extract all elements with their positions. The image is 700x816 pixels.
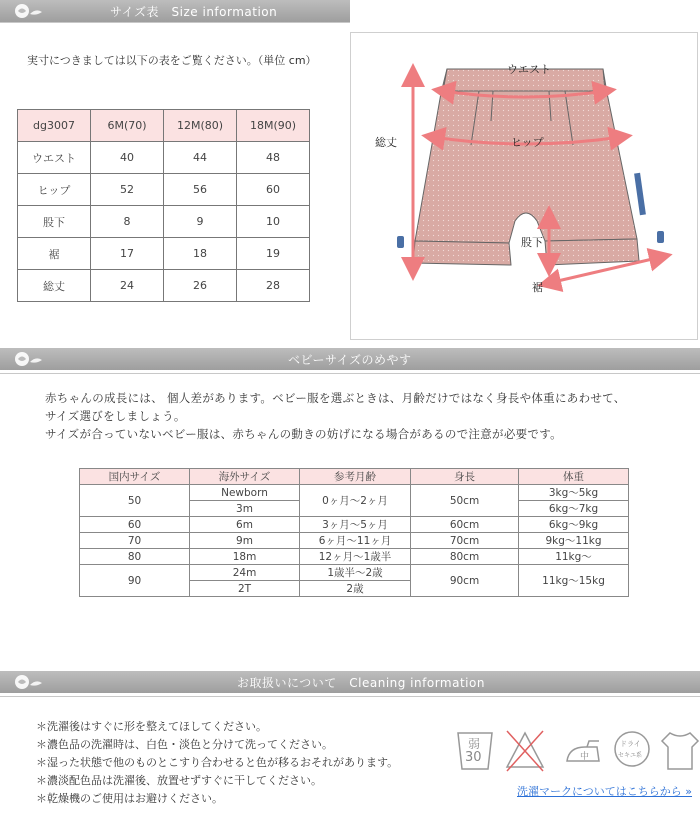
rose-icon — [8, 350, 48, 368]
table-cell: 90 — [80, 565, 190, 597]
table-row — [18, 142, 310, 174]
size-note: 実寸につきましては以下の表をご覧ください。（単位 cm） — [27, 54, 317, 67]
table-row — [18, 270, 310, 302]
divider — [0, 22, 350, 23]
table-cell: 60 — [237, 174, 310, 206]
table-cell: 26 — [164, 270, 237, 302]
table-cell: 80 — [80, 549, 190, 565]
cleaning-item: ＊濃淡配色品は洗濯後、放置せずすぐに干してください。 — [36, 774, 322, 787]
table-cell: 17 — [91, 238, 164, 270]
table-header-cell: 体重 — [519, 469, 629, 485]
care-label-link[interactable]: 洗濯マークについてはこちらから » — [517, 785, 693, 798]
table-cell: 6ヶ月〜11ヶ月 — [300, 533, 411, 549]
baby-section-header — [0, 348, 700, 370]
table-cell: Newborn — [190, 485, 300, 501]
table-header-cell: 参考月齢 — [300, 469, 411, 485]
wash-strength-text: 弱 — [468, 737, 481, 751]
shorts-illustration — [351, 33, 697, 339]
no-bleach-icon — [505, 725, 545, 773]
table-cell: ウエスト — [18, 142, 91, 174]
hip-label: ヒップ — [511, 136, 544, 149]
dry-clean-solvent-text: セキユ系 — [618, 752, 643, 759]
table-row — [18, 206, 310, 238]
rose-icon — [8, 673, 48, 691]
table-cell: 19 — [237, 238, 310, 270]
wash-temp-text: 30 — [465, 750, 482, 765]
size-table — [17, 109, 310, 302]
baby-paragraph-line: 赤ちゃんの成長には、 個人差があります。ベビー服を選ぶときは、月齢だけではなく身長や体重にあわせて、 — [45, 391, 626, 405]
table-cell: 10 — [237, 206, 310, 238]
table-cell: 44 — [164, 142, 237, 174]
waist-label: ウエスト — [507, 63, 551, 76]
table-cell: 60 — [80, 517, 190, 533]
wash-30-icon — [455, 725, 495, 773]
table-cell: 9 — [164, 206, 237, 238]
table-cell: 0ヶ月〜2ヶ月 — [300, 485, 411, 517]
table-cell: 11kg〜 — [519, 549, 629, 565]
table-header-cell: 国内サイズ — [80, 469, 190, 485]
table-cell: 12ヶ月〜1歳半 — [300, 549, 411, 565]
table-cell: 6kg〜9kg — [519, 517, 629, 533]
divider — [0, 373, 700, 374]
table-row — [18, 238, 310, 270]
iron-temp-text: 中 — [580, 752, 590, 762]
baby-section-title: ベビーサイズのめやす — [288, 353, 412, 367]
table-cell: 28 — [237, 270, 310, 302]
table-row — [18, 110, 310, 142]
cleaning-item: ＊洗濯後はすぐに形を整えてほしてください。 — [36, 720, 267, 733]
table-cell: 1歳半〜2歳 — [300, 565, 411, 581]
cleaning-section-title: お取扱いについて Cleaning information — [237, 676, 485, 690]
table-cell: 24 — [91, 270, 164, 302]
table-cell: 18m — [190, 549, 300, 565]
length-label: 総丈 — [375, 136, 397, 149]
table-cell: 50cm — [411, 485, 519, 517]
table-cell: 6m — [190, 517, 300, 533]
divider — [0, 696, 700, 697]
shorts-diagram — [350, 32, 698, 340]
baby-paragraph-line: サイズが合っていないベビー服は、赤ちゃんの動きの妨げになる場合があるので注意が必要です。 — [45, 427, 562, 441]
table-cell: 50 — [80, 485, 190, 517]
table-header-cell: 6M(70) — [91, 110, 164, 142]
hem-label: 裾 — [532, 281, 543, 294]
table-cell: 3kg〜5kg — [519, 485, 629, 501]
table-cell: 90cm — [411, 565, 519, 597]
table-cell: 2歳 — [300, 581, 411, 597]
cleaning-section-header — [0, 671, 700, 693]
rose-icon — [8, 2, 48, 20]
table-header-cell: 18M(90) — [237, 110, 310, 142]
dry-clean-text: ドライ — [620, 740, 641, 748]
table-header-cell: 海外サイズ — [190, 469, 300, 485]
cleaning-item: ＊湿った状態で他のものとこすり合わせると色が移るおそれがあります。 — [36, 756, 399, 769]
table-cell: 2T — [190, 581, 300, 597]
cleaning-item: ＊乾燥機のご使用はお避けください。 — [36, 792, 223, 805]
size-section-title: サイズ表 Size information — [110, 5, 278, 19]
table-cell: 40 — [91, 142, 164, 174]
inseam-label: 股下 — [521, 236, 543, 249]
table-cell: 52 — [91, 174, 164, 206]
table-row — [80, 469, 629, 485]
table-cell: 総丈 — [18, 270, 91, 302]
table-cell: 9m — [190, 533, 300, 549]
table-header-cell: 身長 — [411, 469, 519, 485]
table-cell: 60cm — [411, 517, 519, 533]
table-cell: 6kg〜7kg — [519, 501, 629, 517]
table-cell: 24m — [190, 565, 300, 581]
table-cell: 9kg〜11kg — [519, 533, 629, 549]
table-row — [18, 174, 310, 206]
dry-clean-icon — [612, 725, 652, 773]
flat-dry-icon — [660, 725, 700, 773]
table-cell: 56 — [164, 174, 237, 206]
table-cell: 80cm — [411, 549, 519, 565]
table-header-cell: dg3007 — [18, 110, 91, 142]
table-row — [80, 485, 629, 501]
table-cell: 48 — [237, 142, 310, 174]
baby-paragraph-line: サイズ選びをしましょう。 — [45, 409, 186, 423]
table-header-cell: 12M(80) — [164, 110, 237, 142]
cleaning-item: ＊濃色品の洗濯時は、白色・淡色と分けて洗ってください。 — [36, 738, 333, 751]
table-cell: 3m — [190, 501, 300, 517]
table-cell: ヒップ — [18, 174, 91, 206]
table-row — [80, 565, 629, 581]
table-cell: 70 — [80, 533, 190, 549]
table-cell: 股下 — [18, 206, 91, 238]
table-cell: 8 — [91, 206, 164, 238]
table-cell: 3ヶ月〜5ヶ月 — [300, 517, 411, 533]
iron-medium-icon — [563, 725, 603, 773]
size-section-header — [0, 0, 350, 22]
table-cell: 裾 — [18, 238, 91, 270]
table-cell: 70cm — [411, 533, 519, 549]
baby-size-table — [79, 468, 629, 597]
table-cell: 11kg〜15kg — [519, 565, 629, 597]
table-cell: 18 — [164, 238, 237, 270]
